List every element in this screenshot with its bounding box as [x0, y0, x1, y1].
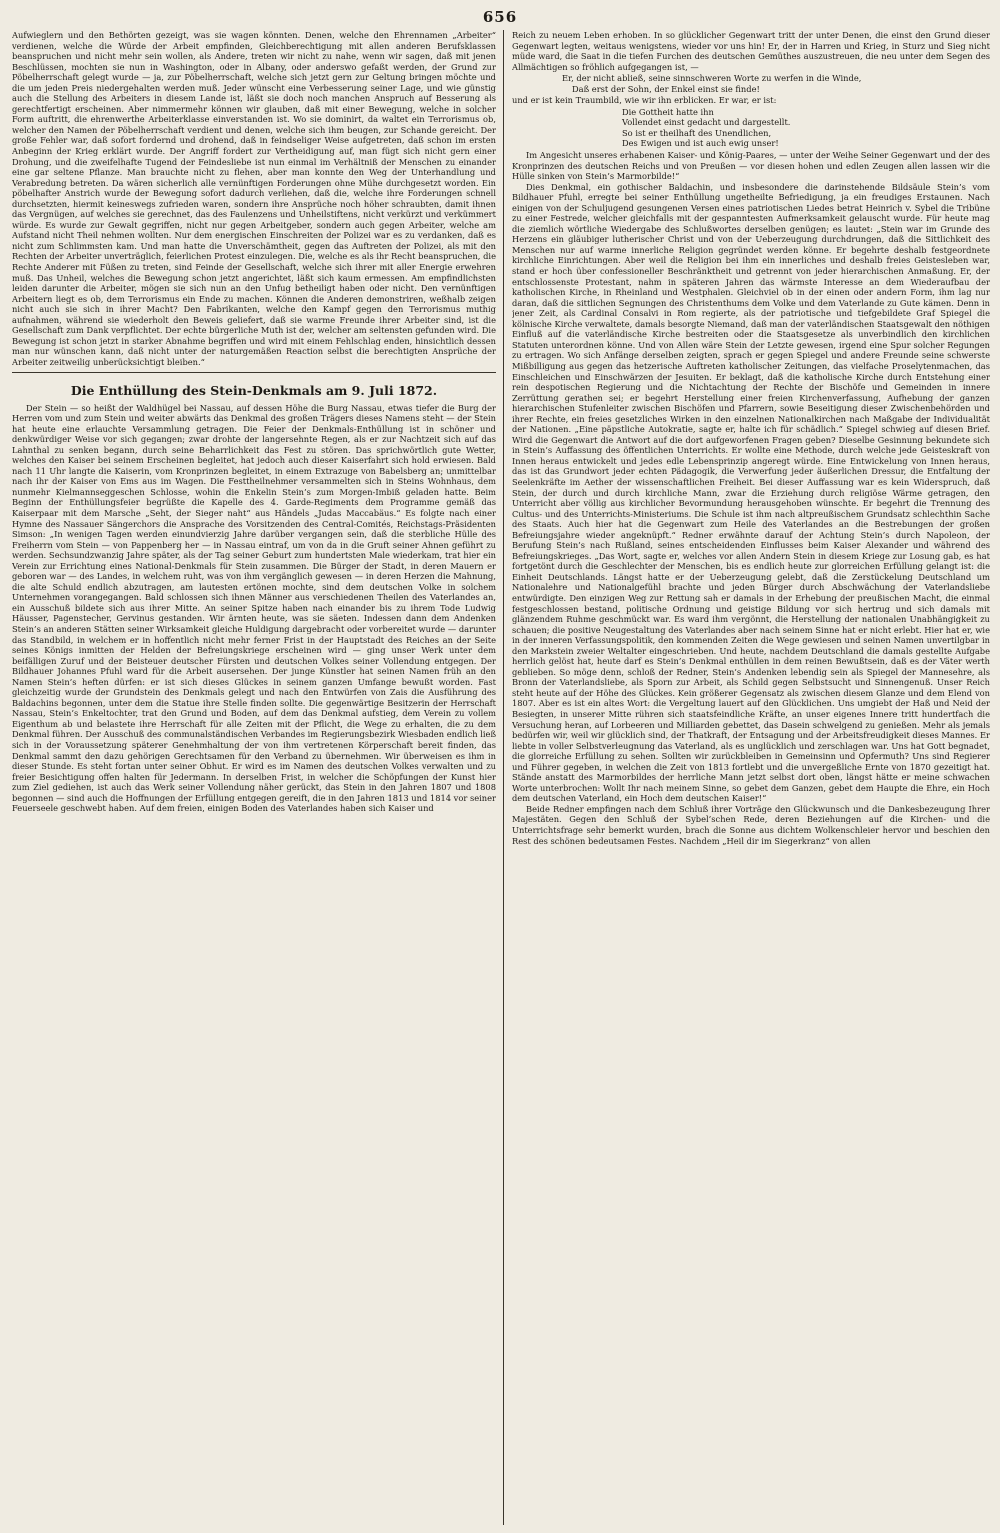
article-paragraph: Dies Denkmal, ein gothischer Baldachin, und insbesondere die darinstehende Bildsäule Stein’s vom Bildhauer Pfuhl, erregte bei seiner Enthüllung ungetheilte Befriedigung, ja ein freudiges Erstaunen. Nach einigen von der Schuljugend gesungenen Versen eines patriotischen Liedes betrat Heinrich v. Sybel die Tribüne zu einer Festrede, welcher gleichfalls mit der gespanntesten Aufmerksamkeit gelauscht wurde. Für heute mag die ziemlich wörtliche Wiedergabe des Schlußwortes derselben genügen; es lautet: „Stein war im Grunde des Herzens ein gläubiger lutherischer Christ und von der Ueberzeugung durchdrungen, daß die Sittlichkeit des Menschen nur auf warme innerliche Religion gegründet werden könne. Er begehrte deshalb festgeordnete kirchliche Einrichtungen. Aber weil die Religion bei ihm ein innerliches und deshalb freies Geistesleben war, stand er hoch über confessioneller Beschränktheit und getrennt von jeder hierarchischen Anmaßung. Er, der entschlossenste Protestant, nahm in späteren Jahren das wärmste Interesse an dem Wiederaufbau der katholischen Kirche, in Rheinland und Westphalen. Gleichviel ob in der einen oder andern Form, ihm lag nur daran, daß die sittlichen Segnungen des Christenthums dem Volke und dem Vaterlande zu Gute kämen. Denn in jener Zeit, als Cardinal Consalvi in Rom regierte, als der patriotische und tiefgebildete Graf Spiegel die kölnische Kirche verwaltete, damals besorgte Niemand, daß man der vaterländischen Staatsgewalt den nöthigen Einfluß auf die vaterländische Kirche bestreiten oder die Staatsgesetze als unverbindlich den kirchlichen Statuten unterordnen könne. Und von Allen wäre Stein der Letzte gewesen, irgend eine Spur solcher Regungen zu ertragen. Wo sich Anfänge derselben zeigten, sprach er gegen Spiegel und andere Freunde seine schwerste Mißbilligung aus gegen das hetzerische Auftreten katholischer Zeitungen, das vielfache Proselytenmachen, das Einschleichen und Einschwärzen der Jesuiten. Er beklagt, daß die katholische Kirche durch Entstehung einer rein despotischen Regierung und die Nichtachtung der Rechte der Bischöfe und Gemeinden in innere Zerrüttung gerathen sei; er begehrt Herstellung einer freien Kirchenverfassung, Aufhebung der ganzen hierarchischen Stufenleiter zwischen Bischöfen und Pfarrern, sowie Beseitigung dieser Zwischenbehörden und ihrer Rechte, ein freies gesetzliches Wirken in den einzelnen Nationalkirchen nach Maßgabe der Individualität der Nationen. „Eine päpstliche Autokratie, sagte er, halte ich für schädlich.“ Spiegel schwieg auf diesen Brief. Wird die Gegenwart die Antwort auf die dort aufgeworfenen Fragen geben? Dieselbe Gesinnung bekundete sich in Stein’s Auffassung des öffentlichen Unterrichts. Er wollte eine Methode, durch welche jede Geisteskraft von Innen heraus entwickelt und jedes edle Lebensprinzip angeregt würde. Eine Entwickelung von Innen heraus, das ist das Grundwort jeder echten Pädagogik, die Verwerfung jeder äußerlichen Dressur, die Entfaltung der Seelenkräfte im Aether der wissenschaftlichen Freiheit. Bei dieser Auffassung war es kein Widerspruch, daß Stein, der durch und durch kirchliche Mann, zwar die Erziehung durch religiöse Wärme getragen, den Unterricht aber völlig aus kirchlicher Bevormundung herausgehoben wünschte. Er begehrt die Trennung des Cultus- und des Unterrichts-Ministeriums. Die Schule ist ihm nach altpreußischem Grundsatz schlechthin Sache des Staats. Auch hier hat die Gegenwart zum Heile des Vaterlandes an die Bestrebungen der großen Befreiungsjahre wieder angeknüpft.“ Redner erwähnte darauf der Achtung Stein’s durch Napoleon, der Berufung Stein’s nach Rußland, seines entscheidenden Einflusses beim Kaiser Alexander und während des Befreiungskrieges. „Das Wort, sagte er, welches vor allen Andern Stein in diesem Kriege zur Losung gab, es hat fortgetönt durch die Geschlechter der Menschen, bis es endlich heute zur glorreichen Erfüllung gelangt ist: die Einheit Deutschlands. Längst hatte er der Ueberzeugung gelebt, daß die Zerstückelung Deutschland um Nationalehre und Nationalgefühl brachte und jeden Bürger durch Abschwächung der Vaterlandsliebe entwürdigte. Den einzigen Weg zur Rettung sah er damals in der Erhebung der preußischen Macht, die einmal festgeschlossen bestand, politische Ordnung und geistige Bildung vor sich hertrug und sich damals mit glänzendem Ruhme geschmückt war. Es ward ihm vergönnt, die Herstellung der nationalen Unabhängigkeit zu schauen; die positive Neugestaltung des Vaterlandes aber nach seinem Sinne hat er nicht erlebt. Hier hat er, wie in der inneren Verfassungspolitik, den kommenden Zeiten die Wege gewiesen und seinen Namen unvertilgbar in den Markstein zweier Weltalter eingeschrieben. Und heute, nachdem Deutschland die damals gestellte Aufgabe herrlich gelöst hat, heute darf es Stein’s Denkmal enthüllen in dem reinen Bewußtsein, daß es der Väter werth geblieben. So möge denn, schloß der Redner, Stein’s Andenken lebendig sein als Spiegel der Mannesehre, als Bronn der Vaterlandsliebe, als Sporn zur Arbeit, als Schild gegen Selbstsucht und Sinnengenuß. Unser Reich steht heute auf der Höhe des Glückes. Kein größerer Gegensatz als zwischen diesem Glanze und dem Elend von 1807. Aber es ist ein altes Wort: die Vergeltung lauert auf den Glücklichen. Uns umgiebt der Haß und Neid der Besiegten, in unserer Mitte rühren sich staatsfeindliche Kräfte, an unser eigenes Innere tritt hundertfach die Versuchung heran, auf Lorbeeren und Milliarden gebettet, das Dasein schwelgend zu genießen. Mehr als jemals bedürfen wir, weil wir glücklich sind, der Thatkraft, der Entsagung und der Arbeitsfreudigkeit dieses Mannes. Er liebte in voller Selbstverleugnung das Vaterland, als es unglücklich und zerschlagen war. Uns hat Gott begnadet, die glorreiche Erfüllung zu sehen. Sollten wir zurückbleiben in Gemeinsinn und Opfermuth? Uns sind Regierer und Führer gegeben, in welchen die Zeit von 1813 fortlebt und die unvergeßliche Ernte von 1870 gezeitigt hat. Stände anstatt des Marmorbildes der herrliche Mann jetzt selbst dort oben, längst hätte er meine schwachen Worte unterbrochen: Wollt Ihr nach meinem Sinne, so gebet dem Ganzen, gebet dem Haupte die Ehre, ein Hoch dem deutschen Vaterland, ein Hoch dem deutschen Kaiser!“	[512, 181, 990, 804]
right-column	[512, 30, 990, 1525]
verse-line: Vollendet einst gedacht und dargestellt.	[622, 117, 791, 128]
article-paragraph: Der Stein — so heißt der Waldhügel bei Nassau, auf dessen Höhe die Burg Nassau, etwas tiefer die Burg der Herren vom und zum Stein und weiter abwärts das Denkmal des großen Trägers dieses Namens steht — der Stein hat heute eine erlauchte Versammlung getragen. Die Feier der Denkmals-Enthüllung ist in schöner und denkwürdiger Weise vor sich gegangen; zwar drohte der langersehnte Regen, als er zur Nachtzeit sich auf das Lahnthal zu senken begann, durch seine Beharrlichkeit das Fest zu stören. Das sprichwörtlich gute Wetter, welches den Kaiser bei seinem Erscheinen begleitet, hat jedoch auch dieser Kaiserfahrt sich hold erwiesen. Bald nach 11 Uhr langte die Kaiserin, vom Kronprinzen begleitet, in einem Extrazuge von Babelsberg an; unmittelbar nach ihr der Kaiser von Ems aus im Wagen. Die Festtheilnehmer versammelten sich in Steins Wohnhaus, dem nunmehr Kielmannseggeschen Schlosse, wohin die Enkelin Stein’s zum Morgen-Imbiß geladen hatte. Beim Beginn der Enthüllungsfeier begrüßte die Kapelle des 4. Garde-Regiments dem Programme gemäß das Kaiserpaar mit dem Marsche „Seht, der Sieger naht“ aus Händels „Judas Maccabäus.“ Es folgte nach einer Hymne des Nassauer Sängerchors die Ansprache des Vorsitzenden des Central-Comités, Reichstags-Präsidenten Simson: „In wenigen Tagen werden einundvierzig Jahre darüber vergangen sein, daß die sterbliche Hülle des Freiherrn vom Stein — von Pappenberg her — in Nassau eintraf, um von da in die Gruft seiner Ahnen geführt zu werden. Sechsundzwanzig Jahre später, als der Tag seiner Geburt zum hundertsten Male wiederkam, trat hier ein Verein zur Errichtung eines National-Denkmals für Stein zusammen. Die Bürger der Stadt, in deren Mauern er geboren war — des Landes, in welchem ruht, was von ihm vergänglich gewesen — in deren Herzen die Mahnung, die alte Schuld endlich abzutragen, am lautesten ertönen mochte, sind dem deutschen Volke in solchem Unternehmen vorangegangen. Bald schlossen sich ihnen Männer aus verschiedenen Theilen des Vaterlandes an, ein Ausschuß bildete sich aus ihrer Mitte. An seiner Spitze haben nach einander bis zu ihrem Tode Ludwig Häusser, Pagenstecher, Gervinus gestanden. Wir ärnten heute, was sie säeten. Indessen dann dem Andenken Stein’s an anderen Stätten seiner Wirksamkeit gleiche Huldigung dargebracht oder vorbereitet wurde — darunter das Standbild, in welchem er in hoffentlich nicht mehr ferner Frist in der Hauptstadt des Reiches an der Seite seines Königs inmitten der Helden der Befreiungskriege erscheinen wird — ging unser Werk unter dem beifälligen Zuruf und der Beisteuer deutscher Fürsten und deutschen Volkes seiner Vollendung entgegen. Der Bildhauer Johannes Pfuhl ward für die Arbeit ausersehen. Der junge Künstler hat seinen Namen früh an den Namen Stein’s heften dürfen: er ist sich dieses Glückes in seinem ganzen Umfange bewußt worden. Fast gleichzeitig wurde der Grundstein des Denkmals gelegt und nach den Entwürfen von Zais die Ausführung des Baldachins begonnen, unter dem die Statue ihre Stelle finden sollte. Die gegenwärtige Besitzerin der Herrschaft Nassau, Stein’s Enkeltochter, trat den Grund und Boden, auf dem das Denkmal aufstieg, dem Verein zu vollem Eigenthum ab und belastete ihre Herrschaft für alle Zeiten mit der Pflicht, die Wege zu erhalten, die zu dem Denkmal führen. Der Ausschuß des communalständischen Verbandes im Regierungsbezirk Wiesbaden endlich ließ sich in der Voraussetzung späterer Genehmhaltung der von ihm vertretenen Körperschaft bereit finden, das Denkmal sammt den dazu gehörigen Gerechtsamen für den Verband zu übernehmen. Wir überweisen es ihm in dieser Stunde. Es steht fortan unter seiner Obhut. Er wird es im Namen des deutschen Volkes verwalten und zu freier Besichtigung offen halten für Jedermann. In derselben Frist, in welcher die Schöpfungen der Kunst hier zum Ziel gediehen, ist auch das Werk seiner Vollendung näher gerückt, das Stein in den Jahren 1807 und 1808 begonnen — sind auch die Hoffnungen der Erfüllung entgegen gereift, die in den Jahren 1813 und 1814 vor seiner Feuerseele geschwebt haben. Auf dem freien, einigen Boden des Vaterlandes haben sich Kaiser und	[12, 402, 496, 814]
article-paragraph: Aufwieglern und den Bethörten gezeigt, was sie wagen könnten. Denen, welche den Ehrennamen „Arbeiter“ verdienen, welche die Würde der Arbeit empfinden, Gleichberechtigung mit allen anderen Berufsklassen beanspruchen und nicht mehr sein wollen, als Andere, treten wir nicht zu nahe, wenn wir sagen, daß mit jenen Beschlüssen, mochten sie nun in Washington, oder in Albany, oder anderswo gefaßt werden, der Grund zur Pöbelherrschaft gelegt wurde — ja, zur Pöbelherrschaft, welche sich jetzt gern zur Geltung bringen möchte und die um jeden Preis niedergehalten werden muß. Jeder wünscht eine Verbesserung seiner Lage, und wie günstig auch die Stellung des Arbeiters in diesem Lande ist, läßt sie doch noch manchen Anspruch auf Besserung als gerechtfertigt erscheinen. Aber nimmermehr können wir glauben, daß mit einer Bewegung, welche in solcher Form auftritt, die ehrenwerthe Arbeiterklasse einverstanden ist. Wo sie dominirt, da waltet ein Terrorismus ob, welcher den Namen der Pöbelherrschaft verdient und denen, welche sich ihm beugen, zur Schande gereicht. Der große Fehler war, daß sofort fordernd und drohend, daß in feindseliger Weise aufgetreten, daß schon im ersten Anbeginn der Krieg erklärt wurde. Der Angriff fordert zur Vertheidigung auf, man fügt sich nicht gern einer Drohung, und die zweifelhafte Tugend der Feindesliebe ist nun einmal im Verhältniß der Menschen zu einander eine gar seltene Pflanze. Man brauchte nicht zu flehen, aber man konnte den Weg der Unterhandlung und Verabredung betreten. Da wären sicherlich alle vernünftigen Forderungen ohne Mühe durchgesetzt worden. Ein pöbelhafter Anstrich wurde der Bewegung sofort dadurch verliehen, daß die, welche ihre Forderungen schnell durchsetzten, hiermit keineswegs zufrieden waren, sondern ihre Ansprüche noch höher schraubten, damit ihnen das Vergnügen, auf welches sie gerechnet, das des Faulenzens und Unheilstiftens, nicht verkürzt und verkümmert würde. Es wurde zur Gewalt gegriffen, nicht nur gegen Arbeitgeber, sondern auch gegen Arbeiter, welche am Aufstand nicht Theil nehmen wollten. Nur dem energischen Einschreiten der Polizei war es zu verdanken, daß es nicht zum Schlimmsten kam. Und man hatte die Unverschämtheit, gegen das Auftreten der Polizei, als mit den Rechten der Arbeiter unverträglich, feierlichen Protest einzulegen. Die, welche es als ihr Recht beanspruchen, die Rechte Anderer mit Füßen zu treten, sind Feinde der Gesellschaft, welche sich ihrer mit aller Energie erwehren muß. Das Unheil, welches die Bewegung schon jetzt angerichtet, läßt sich kaum ermessen. Am empfindlichsten leiden darunter die Arbeiter, mögen sie sich nun an den Unfug betheiligt haben oder nicht. Den vernünftigen Arbeitern liegt es ob, dem Terrorismus ein Ende zu machen. Können die Anderen demonstriren, weßhalb zeigen nicht auch sie sich in ihrer Macht? Den Fabrikanten, welche den Kampf gegen den Terrorismus muthig aufnahmen, während sie wiederholt den Beweis geliefert, daß sie warme Freunde ihrer Arbeiter sind, ist die Gesellschaft zum Dank verpflichtet. Der echte bürgerliche Muth ist der, welcher am seltensten gefunden wird. Die Bewegung ist schon jetzt in starker Abnahme begriffen und wird mit einem Fehlschlag enden, hinsichtlich dessen man nur wünschen kann, daß nicht unter der naturgemäßen Reaction selbst die berechtigten Ansprüche der Arbeiter zeitweilig unberücksichtigt bleiben.“	[12, 30, 496, 367]
column-divider	[503, 30, 504, 1525]
verse-line: So ist er theilhaft des Unendlichen,	[622, 127, 772, 138]
article-paragraph: Reich zu neuem Leben erhoben. In so glücklicher Gegenwart tritt der unter Denen, die einst den Grund dieser Gegenwart legten, weitaus wenigstens, wieder vor uns hin! Er, der in Harren und Krieg, in Sturz und Sieg nicht müde ward, die Saat in die tiefen Furchen des deutschen Gemüthes auszustreuen, die neu unter dem Segen des Allmächtigen so fröhlich aufgegangen ist, —	[512, 30, 990, 72]
verse-line: Daß erst der Sohn, der Enkel einst sie finde!	[572, 83, 760, 94]
verse-line: Des Ewigen und ist auch ewig unser!	[622, 138, 779, 149]
page-number: 656	[482, 8, 518, 26]
article-paragraph: Im Angesicht unseres erhabenen Kaiser- und König-Paares, — unter der Weihe Seiner Gegenwart und der des Kronprinzen des deutschen Reichs und von Preußen — vor diesen hohen und edlen Zeugen allen lassen wir die Hülle sinken von Stein’s Marmorbilde!“	[512, 150, 990, 182]
verse-quote	[512, 107, 990, 149]
verse-quote	[512, 73, 990, 94]
verse-line: Er, der nicht abließ, seine sinnschweren Worte zu werfen in die Winde,	[562, 73, 862, 84]
left-column	[12, 30, 496, 1525]
divider	[12, 372, 496, 373]
article-heading: Die Enthüllung des Stein-Denkmals am 9. Juli 1872.	[70, 382, 438, 398]
verse-line: Die Gottheit hatte ihn	[622, 106, 714, 117]
article-paragraph: und er ist kein Traumbild, wie wir ihn erblicken. Er war, er ist:	[512, 95, 777, 106]
article-paragraph: Beide Redner empfingen nach dem Schluß ihrer Vorträge den Glückwunsch und die Dankesbezeugung Ihrer Majestäten. Gegen den Schluß der Sybel’schen Rede, deren Beziehungen auf die Kirchen- und die Unterrichtsfrage sehr bemerkt wurden, brach die Sonne aus dichtem Wolkenschleier hervor und beschien den Rest des schönen bedeutsamen Festes. Nachdem „Heil dir im Siegerkranz“ von allen	[512, 803, 990, 846]
